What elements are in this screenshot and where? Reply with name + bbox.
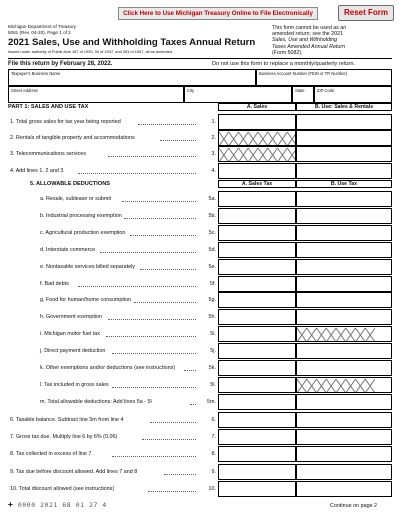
amount-input-col-b[interactable]: [296, 163, 392, 179]
amount-input-col-b[interactable]: [296, 309, 392, 325]
leader-dots: [124, 218, 196, 219]
amount-input-col-b[interactable]: [296, 146, 392, 162]
form-revision: 5081 (Rev. 04-20), Page 1 of 2: [8, 29, 71, 35]
form-line: [0, 259, 400, 275]
amount-input-col-a[interactable]: [218, 464, 296, 480]
line-number: 5d.: [208, 247, 216, 253]
form-line: [0, 292, 400, 308]
amended-notice: This form cannot be used as an amended return; see the 2021 Sales, Use and Withholding Taxes Amended Annual Return (Form 5082).: [272, 25, 347, 56]
form-line: [0, 191, 400, 207]
line-number: 5a.: [208, 196, 216, 202]
file-by-date: File this return by February 28, 2022.: [8, 61, 113, 67]
part1-col-sales: A. Sales: [218, 103, 296, 111]
line-number: 5k.: [208, 365, 216, 371]
leader-dots: [190, 404, 196, 405]
line-number: 5i.: [210, 331, 216, 337]
amount-input-col-b[interactable]: [296, 191, 392, 207]
deductions-col-use-tax: B. Use Tax: [296, 180, 392, 188]
amount-input-col-a[interactable]: [218, 242, 296, 258]
scan-code: 0000 2021 68 01 27 4: [17, 501, 107, 509]
line-number: 7.: [211, 434, 216, 440]
leader-dots: [184, 370, 196, 371]
line-description: 1. Total gross sales for tax year being reported: [10, 119, 121, 125]
line-description: 9. Tax due before discount allowed. Add lines 7 and 8: [10, 469, 138, 475]
line-description: 6. Taxable balance. Subtract line 5m from line 4: [10, 417, 124, 423]
amount-input-col-a[interactable]: [218, 163, 296, 179]
line-number: 5e.: [208, 264, 216, 270]
amount-input-col-b[interactable]: [296, 276, 392, 292]
crossed-out-icon: [219, 147, 296, 162]
line-description: g. Food for human/home consumption: [40, 297, 132, 303]
form-line: [0, 429, 400, 445]
line-description: j. Direct payment deduction: [40, 348, 106, 354]
replace-note: Do not use this form to replace a monthly/quarterly return.: [212, 61, 356, 67]
amount-input-col-a[interactable]: [218, 292, 296, 308]
form-line: [0, 309, 400, 325]
state-field[interactable]: State: [292, 86, 314, 103]
leader-dots: [140, 269, 196, 270]
form-line: [0, 225, 400, 241]
amount-input-col-a[interactable]: [218, 114, 296, 130]
leader-dots: [130, 235, 196, 236]
file-electronically-button[interactable]: Click Here to Use Michigan Treasury Online to File Electronically: [118, 7, 318, 20]
crossed-out-icon: [297, 327, 375, 342]
amount-input-col-b[interactable]: [296, 114, 392, 130]
amount-input-col-a[interactable]: [218, 360, 296, 376]
leader-dots: [164, 474, 196, 475]
leader-dots: [134, 302, 196, 303]
disabled-amount-cell: [218, 130, 296, 146]
amount-input-col-a[interactable]: [218, 326, 296, 342]
form-line: [0, 481, 400, 497]
form-line: [0, 208, 400, 224]
amount-input-col-b[interactable]: [296, 292, 392, 308]
form-line: [0, 163, 400, 179]
line-number: 5b.: [208, 213, 216, 219]
amount-input-col-a[interactable]: [218, 377, 296, 393]
line-description: m. Total allowable deductions: Add lines 5a - 5l: [40, 399, 152, 405]
amount-input-col-a[interactable]: [218, 429, 296, 445]
leader-dots: [112, 353, 196, 354]
crossed-out-icon: [297, 378, 375, 393]
department-info: [8, 24, 76, 35]
leader-dots: [150, 422, 196, 423]
leader-dots: [108, 319, 196, 320]
form-line: [0, 394, 400, 410]
amount-input-col-b[interactable]: [296, 394, 392, 410]
leader-dots: [160, 140, 196, 141]
part1-col-use: B. Use: Sales & Rentals: [296, 103, 392, 111]
form-line: [0, 343, 400, 359]
form-line: [0, 326, 400, 342]
line-number: 10.: [208, 486, 216, 492]
amount-input-col-b[interactable]: [296, 360, 392, 376]
amount-input-col-b[interactable]: [296, 446, 392, 462]
line-description: 7. Gross tax due. Multiply line 6 by 6% (0.06): [10, 434, 118, 440]
amount-input-col-a[interactable]: [218, 412, 296, 428]
leader-dots: [78, 286, 196, 287]
zip-code-field[interactable]: ZIP Code: [314, 86, 392, 103]
amount-input-col-b[interactable]: [296, 208, 392, 224]
leader-dots: [100, 252, 196, 253]
amount-input-col-b[interactable]: [296, 412, 392, 428]
line-description: e. Nontaxable services billed separately: [40, 264, 135, 270]
form-line: [0, 446, 400, 462]
amount-input-col-a[interactable]: [218, 446, 296, 462]
line-number: 3.: [211, 151, 216, 157]
amount-input-col-a[interactable]: [218, 309, 296, 325]
amount-input-col-b[interactable]: [296, 343, 392, 359]
part1-heading: PART 1: SALES AND USE TAX: [8, 104, 89, 110]
leader-dots: [112, 387, 196, 388]
amount-input-col-b[interactable]: [296, 259, 392, 275]
line-number: 5m.: [207, 399, 216, 405]
amount-input-col-b[interactable]: [296, 429, 392, 445]
leader-dots: [112, 456, 196, 457]
amount-input-col-b[interactable]: [296, 242, 392, 258]
form-line: [0, 412, 400, 428]
reset-form-button[interactable]: Reset Form: [338, 5, 394, 21]
amount-input-col-a[interactable]: [218, 276, 296, 292]
line-number: 6.: [211, 417, 216, 423]
authority-note: Issued under authority of Public Acts 167 of 1933, 94 of 1937, and 281 of 1967, all as amended.: [8, 49, 174, 54]
line-number: 4.: [211, 168, 216, 174]
line-number: 5g.: [208, 297, 216, 303]
amount-input-col-a[interactable]: [218, 259, 296, 275]
line-description: 3. Telecommunications services: [10, 151, 86, 157]
crossed-out-icon: [219, 131, 296, 146]
disabled-amount-cell: [296, 326, 392, 342]
line-description: k. Other exemptions and/or deductions (see instructions): [40, 365, 176, 371]
line-description: l. Tax included in gross sales: [40, 382, 109, 388]
leader-dots: [148, 491, 196, 492]
form-line: [0, 276, 400, 292]
leader-dots: [122, 201, 196, 202]
line-number: 5j.: [210, 348, 216, 354]
amount-input-col-b[interactable]: [296, 225, 392, 241]
line-description: 8. Tax collected in excess of line 7: [10, 451, 92, 457]
line-description: b. Industrial processing exemption: [40, 213, 122, 219]
line-number: 5c.: [208, 230, 216, 236]
line-description: c. Agricultural production exemption: [40, 230, 126, 236]
form-line: [0, 464, 400, 480]
line-number: 8.: [211, 451, 216, 457]
plus-mark: +: [8, 500, 14, 509]
leader-dots: [108, 156, 196, 157]
line-description: a. Resale, sublease or submit: [40, 196, 112, 202]
city-field[interactable]: City: [184, 86, 292, 103]
form-title: 2021 Sales, Use and Withholding Taxes Annual Return: [8, 37, 256, 48]
line-description: h. Government exemption: [40, 314, 103, 320]
amount-input-col-a[interactable]: [218, 208, 296, 224]
line-number: 9.: [211, 469, 216, 475]
leader-dots: [138, 124, 196, 125]
form-line: [0, 242, 400, 258]
department-name: Michigan Department of Treasury: [8, 24, 76, 29]
line-number: 5l.: [210, 382, 216, 388]
business-name-field[interactable]: Taxpayer's Business Name: [8, 69, 256, 86]
leader-dots: [142, 439, 196, 440]
form-line: [0, 130, 400, 146]
amount-input-col-a[interactable]: [218, 481, 296, 497]
line-description: 10. Total discount allowed (see instructions): [10, 486, 115, 492]
disabled-amount-cell: [296, 377, 392, 393]
disabled-amount-cell: [218, 146, 296, 162]
line-description: 4. Add lines 1, 2 and 3: [10, 168, 64, 174]
form-line: [0, 146, 400, 162]
deductions-heading: 5. ALLOWABLE DEDUCTIONS: [30, 181, 110, 187]
form-line: [0, 360, 400, 376]
account-number-field[interactable]: Business Account Number (FEIN or TR Number): [256, 69, 392, 86]
street-address-field[interactable]: Street Address: [8, 86, 184, 103]
line-number: 1.: [211, 119, 216, 125]
amount-input-col-a[interactable]: [218, 343, 296, 359]
amount-input-col-a[interactable]: [218, 394, 296, 410]
form-line: [0, 377, 400, 393]
line-description: f. Bad debts: [40, 281, 69, 287]
line-description: d. Interstate commerce: [40, 247, 96, 253]
continue-note: Continue on page 2: [330, 503, 378, 509]
deductions-col-sales-tax: A. Sales Tax: [218, 180, 296, 188]
line-number: 5h.: [208, 314, 216, 320]
form-line: [0, 114, 400, 130]
amount-input-col-b[interactable]: [296, 464, 392, 480]
header-divider: [8, 58, 392, 59]
line-description: i. Michigan motor fuel tax: [40, 331, 100, 337]
form-barcode-text: [8, 500, 107, 509]
amount-input-col-a[interactable]: [218, 191, 296, 207]
leader-dots: [78, 173, 196, 174]
leader-dots: [106, 336, 196, 337]
amount-input-col-a[interactable]: [218, 225, 296, 241]
line-number: 2.: [211, 135, 216, 141]
line-description: 2. Rentals of tangible property and accommodations: [10, 135, 135, 141]
amount-input-col-b[interactable]: [296, 130, 392, 146]
line-number: 5f.: [210, 281, 216, 287]
amount-input-col-b[interactable]: [296, 481, 392, 497]
